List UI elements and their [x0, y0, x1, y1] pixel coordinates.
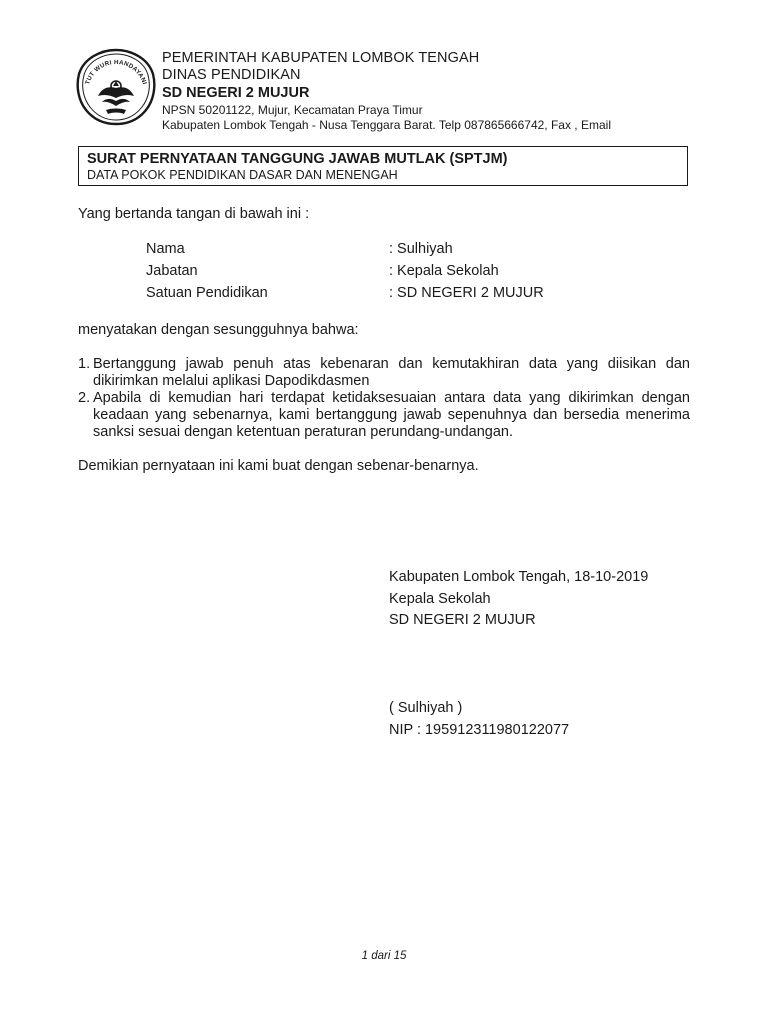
closing-text: Demikian pernyataan ini kami buat dengan sebenar-benarnya. — [78, 458, 479, 474]
signature-place-date: Kabupaten Lombok Tengah, 18-10-2019 — [389, 569, 649, 585]
list-item-text: Apabila di kemudian hari terdapat ketidaksesuaian antara data yang dikirimkan dengan keadaan yang sebenarnya, kami bertanggung jawab sepenuhnya dan bersedia menerima sanksi sesuai dengan ketentuan peraturan perundang-undangan. — [93, 390, 690, 440]
list-item — [78, 390, 690, 441]
page-number: 1 dari 15 — [361, 950, 407, 962]
list-item-text: Bertanggung jawab penuh atas kebenaran dan kemutakhiran data yang diisikan dan dikirimkan melalui aplikasi Dapodikdasmen — [93, 356, 690, 389]
signature-name: ( Sulhiyah ) — [389, 700, 463, 716]
field-value-jabatan: : Kepala Sekolah — [389, 263, 499, 279]
field-label-jabatan: Jabatan — [146, 263, 198, 279]
field-label-satuan: Satuan Pendidikan — [146, 285, 268, 301]
field-value-satuan: : SD NEGERI 2 MUJUR — [389, 285, 544, 301]
field-value-nama: : Sulhiyah — [389, 241, 453, 257]
letterhead-school-name: SD NEGERI 2 MUJUR — [162, 85, 310, 101]
intro-text: Yang bertanda tangan di bawah ini : — [78, 206, 310, 222]
signature-position: Kepala Sekolah — [389, 591, 491, 607]
list-item-number: 2. — [78, 390, 91, 406]
list-item — [78, 356, 690, 390]
signature-school: SD NEGERI 2 MUJUR — [389, 612, 536, 628]
list-item-number: 1. — [78, 356, 91, 372]
declaration-text: menyatakan dengan sesungguhnya bahwa: — [78, 322, 359, 338]
letterhead-department: DINAS PENDIDIKAN — [162, 67, 301, 83]
field-label-nama: Nama — [146, 241, 185, 257]
logo-arc-text: TUT WURI HANDAYANI — [84, 58, 148, 86]
document-title: SURAT PERNYATAAN TANGGUNG JAWAB MUTLAK (SPTJM) — [87, 151, 508, 167]
tut-wuri-handayani-emblem-icon — [76, 48, 156, 126]
letterhead-government: PEMERINTAH KABUPATEN LOMBOK TENGAH — [162, 50, 480, 66]
signature-nip: NIP : 195912311980122077 — [389, 722, 570, 738]
letterhead — [162, 50, 722, 133]
letterhead-contact: Kabupaten Lombok Tengah - Nusa Tenggara Barat. Telp 087865666742, Fax , Email — [162, 118, 611, 132]
document-subtitle: DATA POKOK PENDIDIKAN DASAR DAN MENENGAH — [87, 168, 398, 182]
document-title-box — [78, 146, 688, 186]
statement-list — [78, 356, 690, 441]
letterhead-address: NPSN 50201122, Mujur, Kecamatan Praya Timur — [162, 103, 423, 117]
